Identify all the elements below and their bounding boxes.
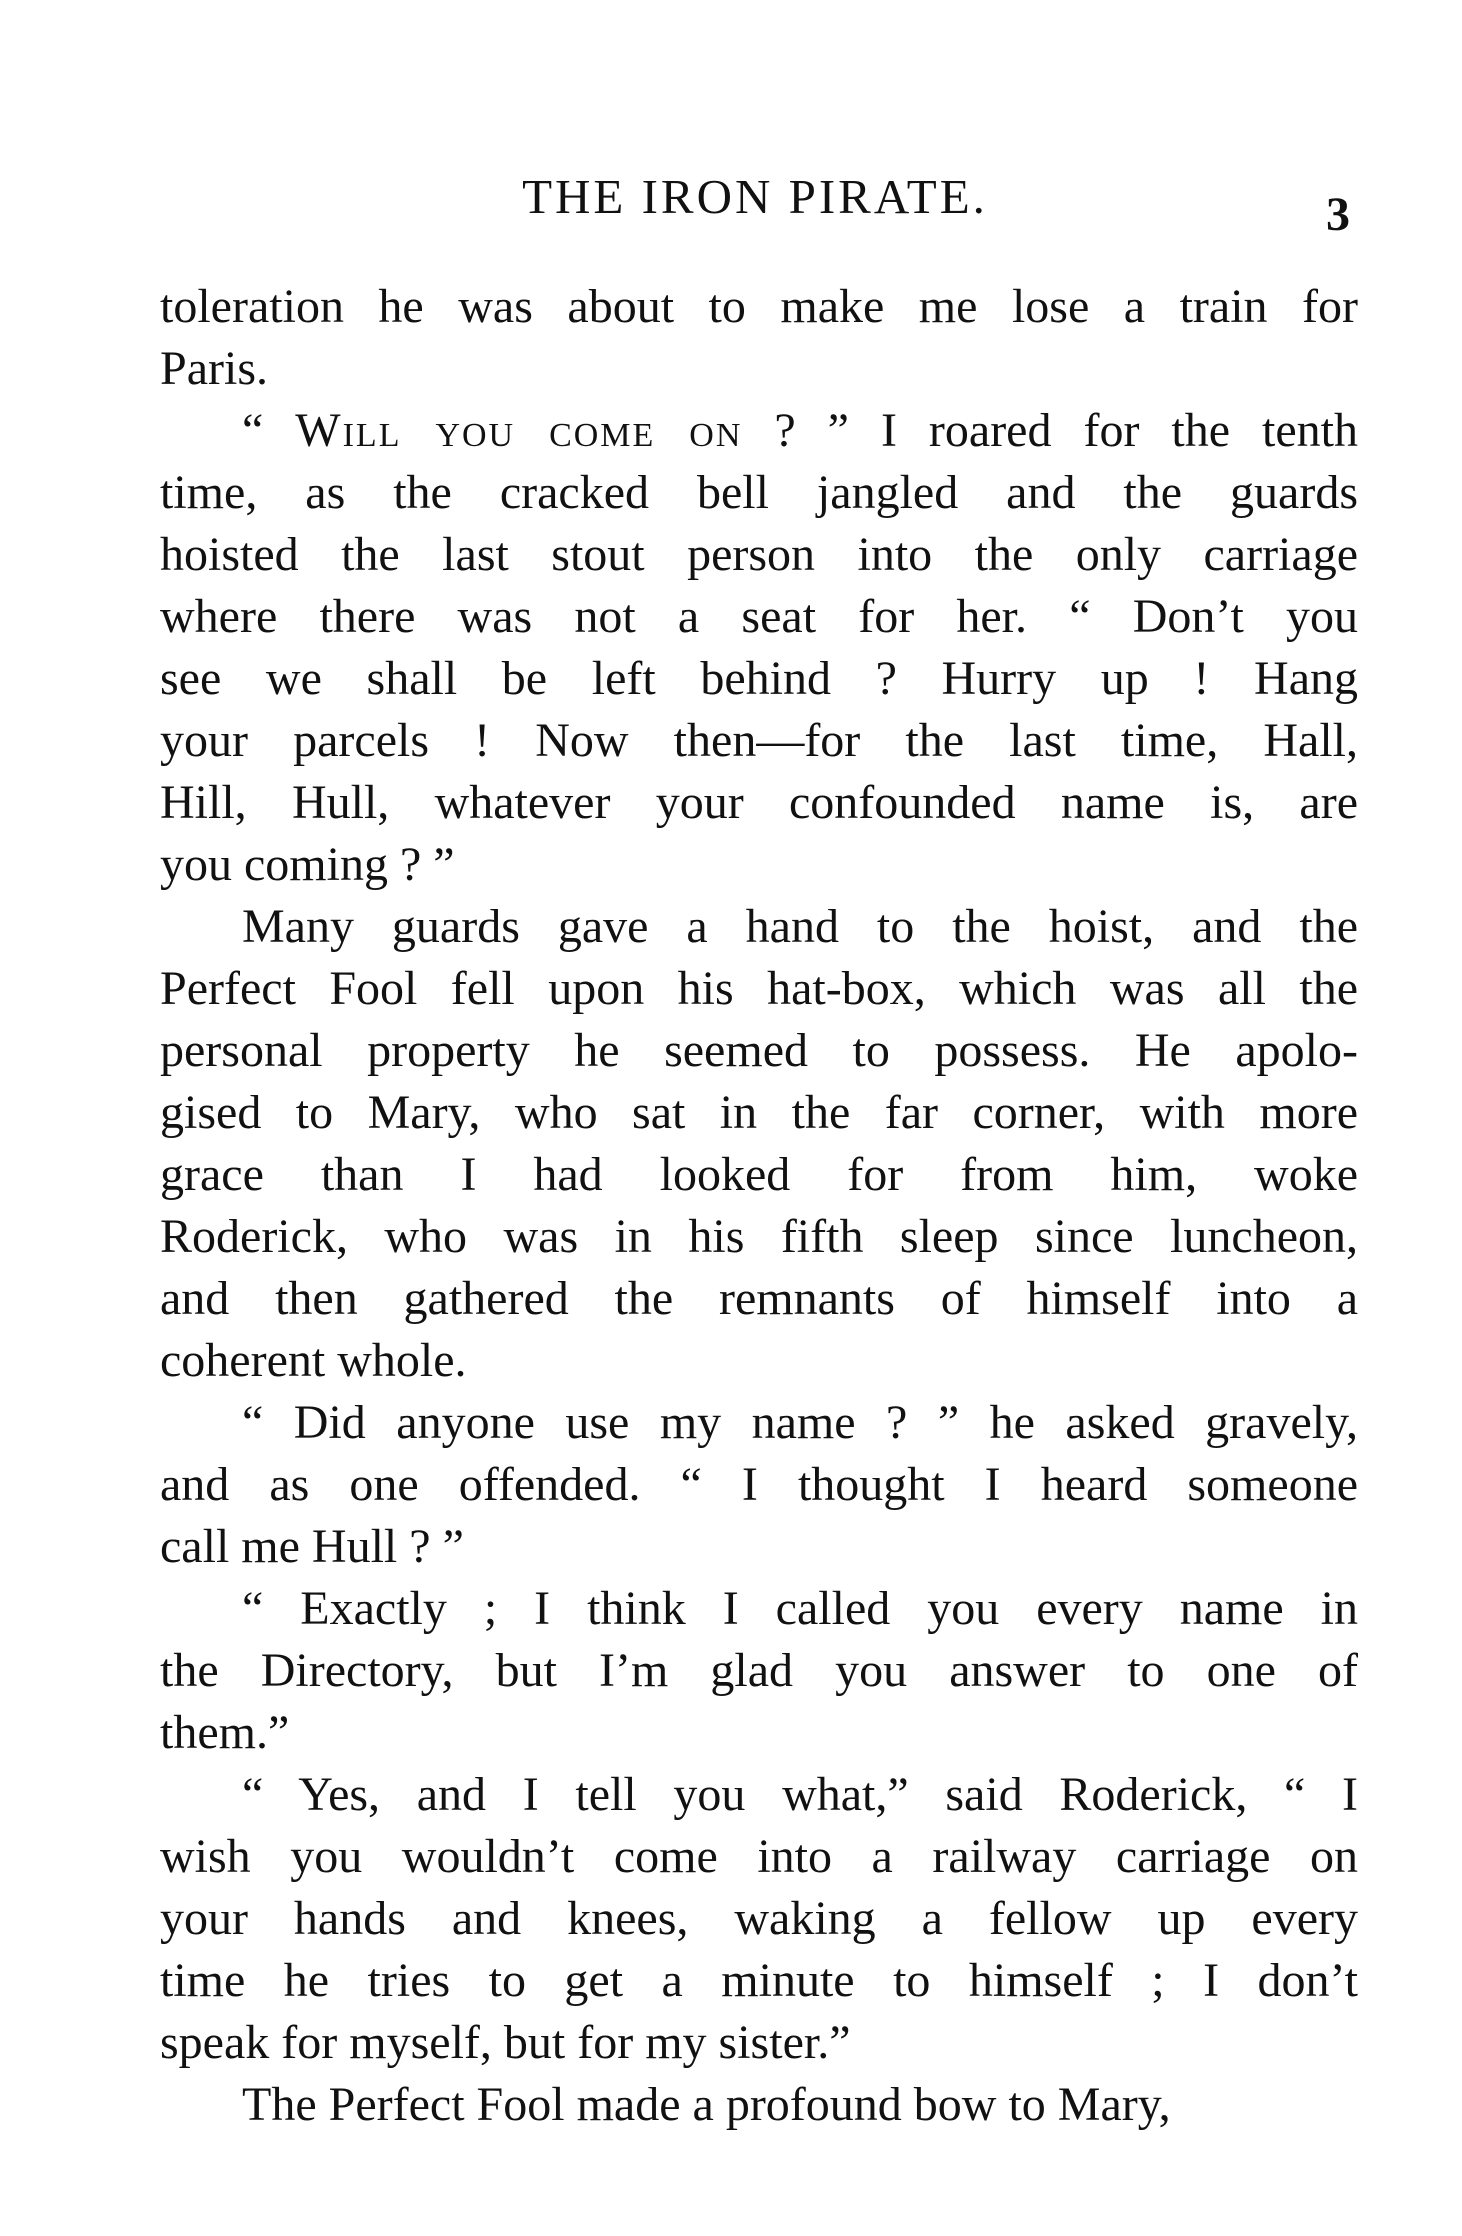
text-line: coherent whole. xyxy=(160,1334,467,1387)
text-line: wish you wouldn’t come into a railway carriage on xyxy=(160,1830,1358,1883)
text-line: The Perfect Fool made a profound bow to Mary, xyxy=(242,2078,1171,2131)
paragraph xyxy=(160,1764,1358,2074)
paragraph xyxy=(160,896,1358,1392)
text-line: hoisted the last stout person into the only carriage xyxy=(160,528,1358,581)
text-line: toleration he was about to make me lose a train for xyxy=(160,280,1358,333)
text-line: and as one offended. “ I thought I heard someone xyxy=(160,1458,1358,1511)
text-line: your hands and knees, waking a fellow up every xyxy=(160,1892,1358,1945)
paragraph xyxy=(160,2074,1358,2136)
text-line: time he tries to get a minute to himself ; I don’t xyxy=(160,1954,1358,2007)
page-number: 3 xyxy=(1326,188,1350,241)
text-line: speak for myself, but for my sister.” xyxy=(160,2016,851,2069)
text-line: Perfect Fool fell upon his hat-box, which was all the xyxy=(160,962,1358,1015)
text-line: “ Yes, and I tell you what,” said Roderick, “ I xyxy=(242,1768,1358,1821)
text-line: time, as the cracked bell jangled and the guards xyxy=(160,466,1358,519)
text-line: Many guards gave a hand to the hoist, and the xyxy=(242,900,1358,953)
text-line: Paris. xyxy=(160,342,268,395)
text-line: see we shall be left behind ? Hurry up ! Hang xyxy=(160,652,1358,705)
paragraph xyxy=(160,1392,1358,1578)
text-line: “ Did anyone use my name ? ” he asked gravely, xyxy=(242,1396,1358,1449)
text-line: your parcels ! Now then—for the last time, Hall, xyxy=(160,714,1358,767)
text-line: and then gathered the remnants of himself into a xyxy=(160,1272,1358,1325)
body-text xyxy=(160,276,1358,2136)
paragraph xyxy=(160,1578,1358,1764)
text-line: call me Hull ? ” xyxy=(160,1520,464,1573)
text-line: where there was not a seat for her. “ Don’t you xyxy=(160,590,1358,643)
text-line: personal property he seemed to possess. He apolo- xyxy=(160,1024,1358,1077)
running-head xyxy=(160,162,1350,241)
running-title: THE IRON PIRATE. xyxy=(522,169,988,224)
text-line: “ Will you come on ? ” I roared for the tenth xyxy=(242,404,1359,457)
text-line: them.” xyxy=(160,1706,290,1759)
paragraph xyxy=(160,400,1358,896)
text-line: Hill, Hull, whatever your confounded name is, are xyxy=(160,776,1358,829)
text-line: grace than I had looked for from him, woke xyxy=(160,1148,1358,1201)
text-line: Roderick, who was in his fifth sleep since luncheon, xyxy=(160,1210,1358,1263)
small-caps-phrase: Will you come on xyxy=(295,404,743,457)
text-line: the Directory, but I’m glad you answer to one of xyxy=(160,1644,1358,1697)
paragraph xyxy=(160,276,1358,400)
text-line: you coming ? ” xyxy=(160,838,455,891)
text-line: “ Exactly ; I think I called you every name in xyxy=(242,1582,1358,1635)
text-line: gised to Mary, who sat in the far corner, with more xyxy=(160,1086,1358,1139)
